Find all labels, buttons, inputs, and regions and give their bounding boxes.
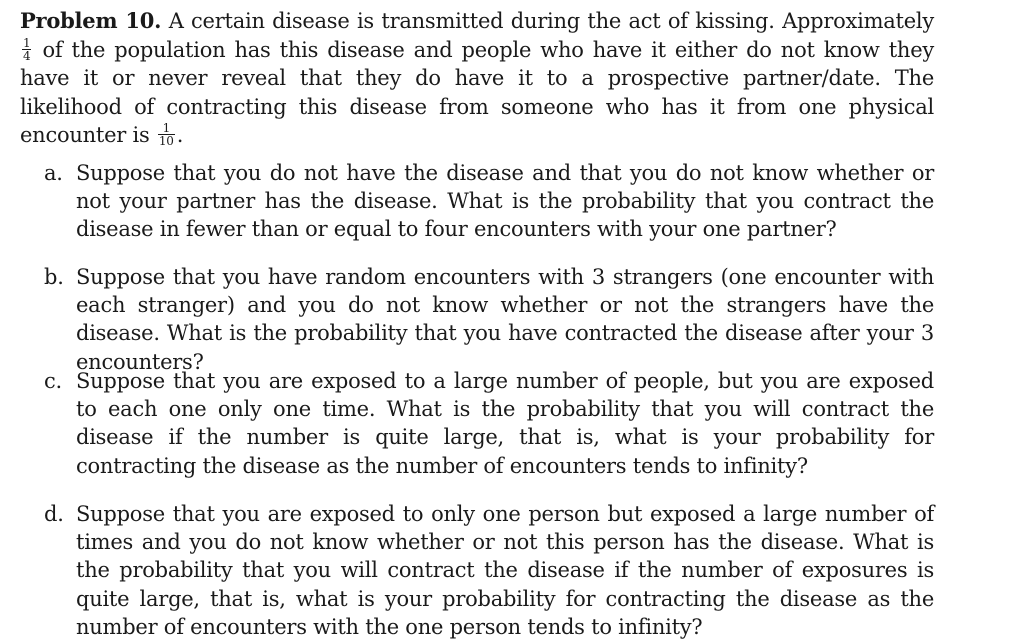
- part-text: Suppose that you are exposed to a large number of people, but you are exposed to each one only one time. What is the probability that you will contract the disease if the number is quite large, that is, what is your probability for contracting the disease as the number of encounters tends to infinity?: [76, 369, 934, 478]
- fraction-numerator: 1: [158, 122, 175, 135]
- part-d: [44, 500, 934, 641]
- problem-text-end: .: [176, 123, 184, 147]
- part-label: c.: [44, 369, 62, 393]
- part-a: [44, 159, 934, 244]
- part-label: b.: [44, 265, 64, 289]
- part-label: a.: [44, 161, 63, 185]
- part-c: [44, 367, 934, 480]
- problem-title: Problem 10.: [20, 8, 162, 33]
- part-label: d.: [44, 502, 64, 526]
- fraction-one-tenth: [158, 122, 175, 147]
- fraction-denominator: 10: [158, 134, 174, 148]
- part-text: Suppose that you do not have the disease and that you do not know whether or not your partner has the disease. What is the probability that you contract the disease in fewer than or equal to four encounters with your one partner?: [76, 161, 934, 242]
- problem-text-2: of the population has this disease and people who have it either do not know they have it or never reveal that they do have it to a prospective partner/date. The likelihood of contracting this disease from someone who has it from one physical encounter is: [20, 37, 934, 147]
- part-text: Suppose that you are exposed to only one person but exposed a large number of times and you do not know whether or not this person has the disease. What is the probability that you will contract the disease if the number of exposures is quite large, that is, what is your probability for contracting the disease as the number of encounters with the one person tends to infinity?: [76, 502, 934, 639]
- fraction-one-quarter: [22, 37, 31, 62]
- fraction-numerator: 1: [23, 35, 31, 50]
- fraction-denominator: 4: [23, 48, 31, 63]
- part-b: [44, 263, 934, 376]
- part-text: Suppose that you have random encounters with 3 strangers (one encounter with each stranger) and you do not know whether or not the strangers have the disease. What is the probability that you have contracted the disease after your 3 encounters?: [76, 265, 934, 374]
- problem-text-1: A certain disease is transmitted during the act of kissing. Approximately: [168, 9, 934, 33]
- problem-statement: [20, 7, 934, 150]
